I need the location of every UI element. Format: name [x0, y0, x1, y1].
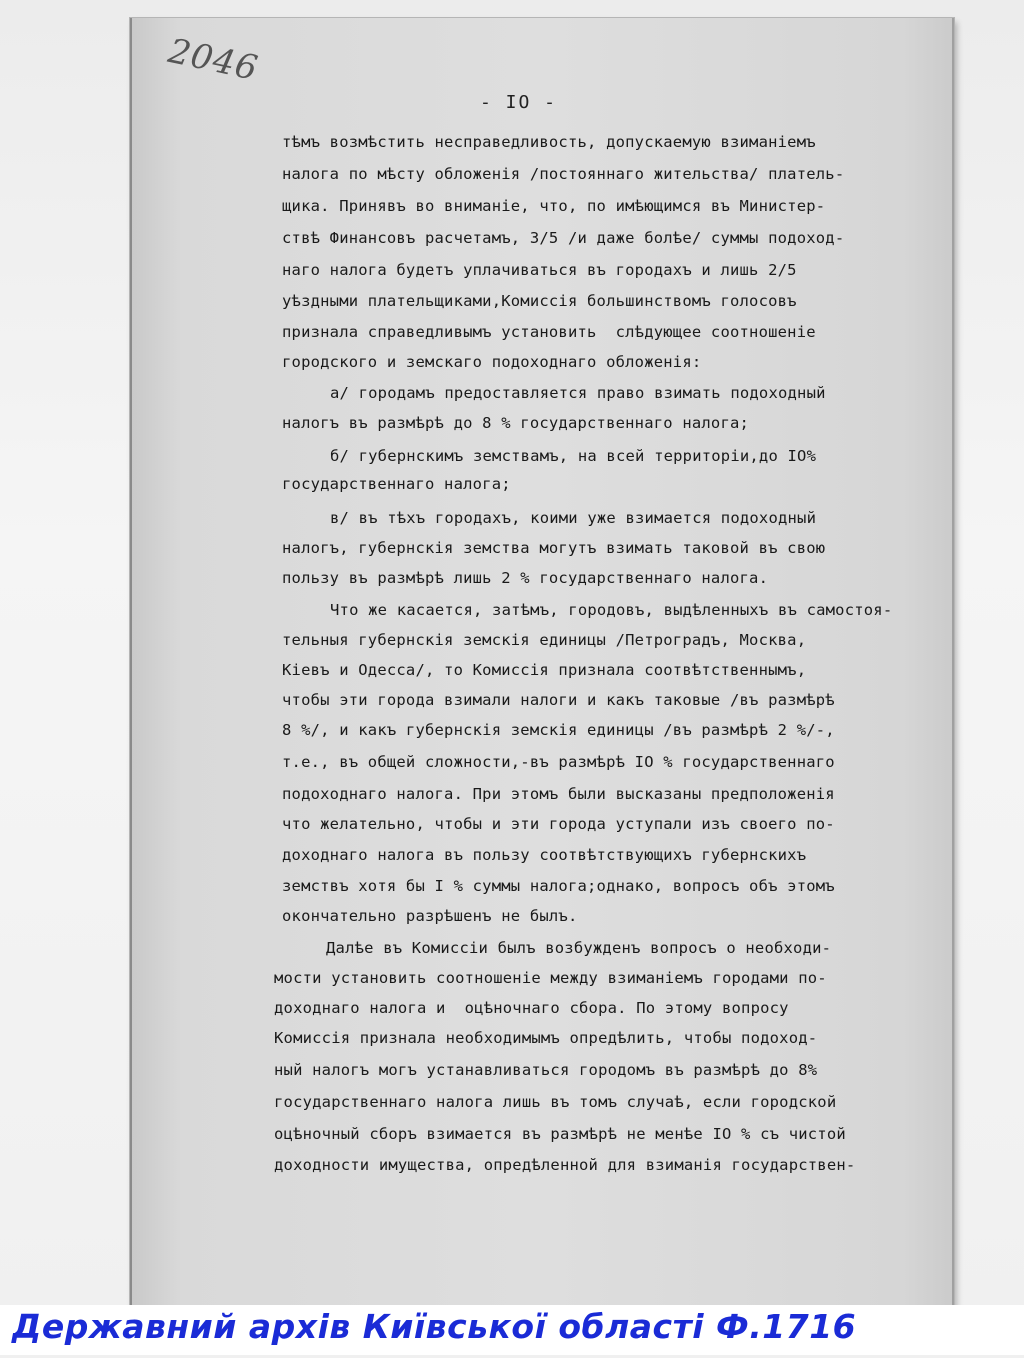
text-line: подоходнаго налога. При этомъ были высказаны предположенія: [282, 785, 835, 803]
text-line: щика. Принявъ во вниманіе, что, по имѣющимся въ Министер-: [282, 197, 826, 215]
text-line: государственнаго налога лишь въ томъ случаѣ, если городской: [274, 1093, 837, 1111]
text-line: б/ губернскимъ земствамъ, на всей территоріи,до IO%: [330, 447, 817, 465]
text-line: мости установить соотношеніе между взиманіемъ городами по-: [274, 969, 827, 987]
text-line: чтобы эти города взимали налоги и какъ таковые /въ размѣрѣ: [282, 691, 835, 709]
text-line: 8 %/, и какъ губернскія земскія единицы /въ размѣрѣ 2 %/-,: [282, 721, 835, 739]
text-line: пользу въ размѣрѣ лишь 2 % государственнаго налога.: [282, 569, 769, 587]
text-line: оцѣночный сборъ взимается въ размѣрѣ не менѣе IO % съ чистой: [274, 1125, 846, 1143]
text-line: ствѣ Финансовъ расчетамъ, 3/5 /и даже болѣе/ суммы подоход-: [282, 229, 845, 247]
text-line: уѣздными плательщиками,Комиссія большинствомъ голосовъ: [282, 292, 797, 310]
text-line: налога по мѣсту обложенія /постояннаго жительства/ платель-: [282, 165, 845, 183]
text-line: налогъ въ размѣрѣ до 8 % государственнаго налога;: [282, 414, 750, 432]
text-line: Кіевъ и Одесса/, то Комиссія признала соотвѣтственнымъ,: [282, 661, 807, 679]
text-line: тельныя губернскія земскія единицы /Петроградъ, Москва,: [282, 631, 807, 649]
text-line: что желательно, чтобы и эти города уступали изъ своего по-: [282, 815, 835, 833]
text-line: Далѣе въ Комиссіи былъ возбужденъ вопросъ о необходи-: [326, 939, 832, 957]
text-line: государственнаго налога;: [282, 475, 511, 493]
handwritten-archive-number: 2046: [164, 31, 262, 89]
text-line: наго налога будетъ уплачиваться въ городахъ и лишь 2/5: [282, 261, 797, 279]
text-line: а/ городамъ предоставляется право взимать подоходный: [330, 384, 826, 402]
text-line: доходнаго налога и оцѣночнаго сбора. По этому вопросу: [274, 999, 789, 1017]
text-line: Комиссія признала необходимымъ опредѣлить, чтобы подоход-: [274, 1029, 818, 1047]
text-line: ный налогъ могъ устанавливаться городомъ въ размѣрѣ до 8%: [274, 1061, 818, 1079]
text-line: т.е., въ общей сложности,-въ размѣрѣ IO % государственнаго: [282, 753, 835, 771]
text-line: налогъ, губернскія земства могутъ взимать таковой въ свою: [282, 539, 826, 557]
text-line: доходнаго налога въ пользу соотвѣтствующихъ губернскихъ: [282, 846, 807, 864]
page-number: - IO -: [480, 92, 558, 113]
archive-watermark-label: Державний архів Київської області Ф.1716: [12, 1307, 857, 1346]
text-line: в/ въ тѣхъ городахъ, коими уже взимается подоходный: [330, 509, 817, 527]
text-line: доходности имущества, опредѣленной для взиманія государствен-: [274, 1156, 856, 1174]
text-line: признала справедливымъ установить слѣдующее соотношеніе: [282, 323, 816, 341]
text-line: земствъ хотя бы I % суммы налога;однако, вопросъ объ этомъ: [282, 877, 835, 895]
text-line: Что же касается, затѣмъ, городовъ, выдѣленныхъ въ самостоя-: [330, 601, 893, 619]
text-line: тѣмъ возмѣстить несправедливость, допускаемую взиманіемъ: [282, 133, 816, 151]
text-line: окончательно разрѣшенъ не былъ.: [282, 907, 578, 925]
text-line: городского и земскаго подоходнаго обложенія:: [282, 353, 702, 371]
